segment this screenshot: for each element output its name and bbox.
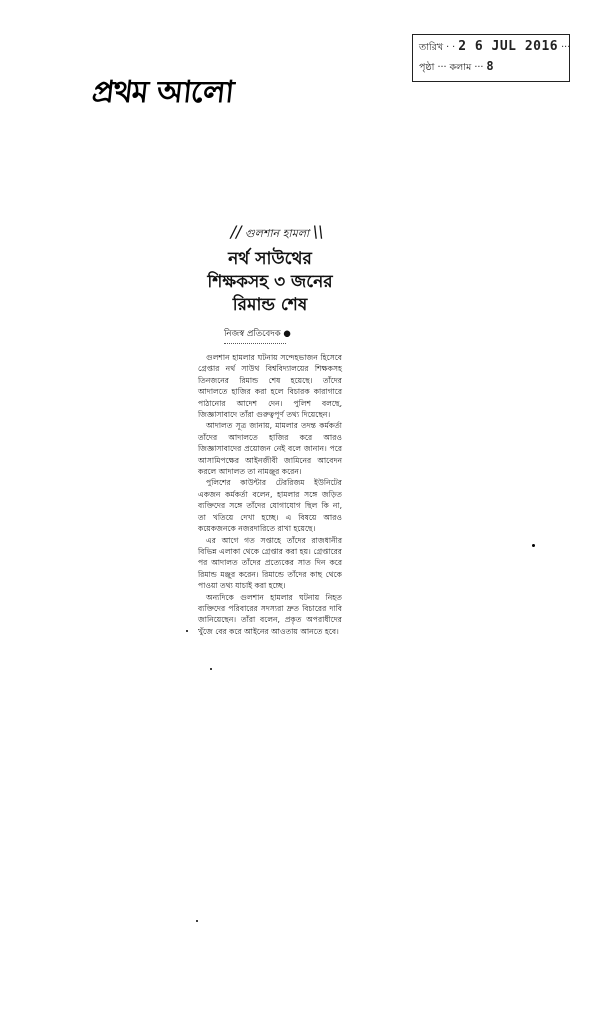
newspaper-masthead: প্রথম আলো <box>90 75 235 110</box>
scan-speck <box>210 668 212 670</box>
article-body <box>198 352 342 637</box>
stamp-column-label: কলাম <box>449 62 472 73</box>
article-paragraph: এর আগে গত সপ্তাহে তাঁদের রাজধানীর বিভিন্ন এলাকা থেকে গ্রেপ্তার করা হয়। গ্রেপ্তারের পর আদালত তাঁদের প্রত্যেকের সাত দিন করে রিমান্ড মঞ্জুর করেন। রিমান্ডে তাঁদের কাছ থেকে পাওয়া তথ্য যাচাই করা হচ্ছে। <box>198 535 342 591</box>
stamp-date-label: তারিখ <box>419 42 444 53</box>
byline-divider <box>224 343 286 344</box>
headline-line: শিক্ষকসহ ৩ জনের <box>207 272 333 292</box>
headline-line: নর্থ সাউথের <box>228 249 312 269</box>
article-paragraph: আদালত সূত্র জানায়, মামলার তদন্ত কর্মকর্তা তাঁদের আদালতে হাজির করে আরও জিজ্ঞাসাবাদের প্রয়োজন নেই বলে জানান। পরে আসামিপক্ষের আইনজীবী জামিনের আবেদন করলে আদালত তা নামঞ্জুর করেন। <box>198 421 342 477</box>
article-byline: নিজস্ব প্রতিবেদক ● <box>224 329 291 339</box>
stamp-date-value: 2 6 JUL 2016 <box>458 39 559 54</box>
headline-line: রিমান্ড শেষ <box>232 295 308 315</box>
scan-speck <box>196 920 198 922</box>
stamp-page-label: পৃষ্ঠা <box>419 62 435 73</box>
article-paragraph: গুলশান হামলার ঘটনায় সন্দেহভাজন হিসেবে গ্রেপ্তার নর্থ সাউথ বিশ্ববিদ্যালয়ের শিক্ষকসহ তিনজনের রিমান্ড শেষ হয়েছে। তাঁদের আদালতে হাজির করা হলে বিচারক কারাগারে পাঠানোর আদেশ দেন। পুলিশ বলছে, জিজ্ঞাসাবাদে তাঁরা গুরুত্বপূর্ণ তথ্য দিয়েছেন। <box>198 353 342 420</box>
article-headline <box>198 248 342 317</box>
stamp-page-row: পৃষ্ঠা ··· কলাম ··· 8 <box>419 59 494 73</box>
clipping-date-stamp <box>412 34 570 82</box>
article-paragraph: অন্যদিকে গুলশান হামলার ঘটনায় নিহত ব্যক্তিদের পরিবারের সদস্যরা দ্রুত বিচারের দাবি জানিয়েছেন। তাঁরা বলেন, প্রকৃত অপরাধীদের খুঁজে বের করে আইনের আওতায় আনতে হবে। <box>198 592 342 636</box>
scan-speck <box>186 630 188 632</box>
scan-speck <box>532 544 535 547</box>
stamp-date-row: তারিখ · · 2 6 JUL 2016 ··· <box>419 39 571 54</box>
article-paragraph: পুলিশের কাউন্টার টেররিজম ইউনিটের একজন কর্মকর্তা বলেন, হামলার সঙ্গে জড়িত ব্যক্তিদের সঙ্গে তাঁদের যোগাযোগ ছিল কি না, তা খতিয়ে দেখা হচ্ছে। এ বিষয়ে আরও কয়েকজনকে নজরদারিতে রাখা হয়েছে। <box>198 478 342 534</box>
stamp-page-value: 8 <box>486 59 494 73</box>
article-kicker: // গুলশান হামলা \\ <box>230 222 324 241</box>
news-clipping <box>198 222 342 637</box>
